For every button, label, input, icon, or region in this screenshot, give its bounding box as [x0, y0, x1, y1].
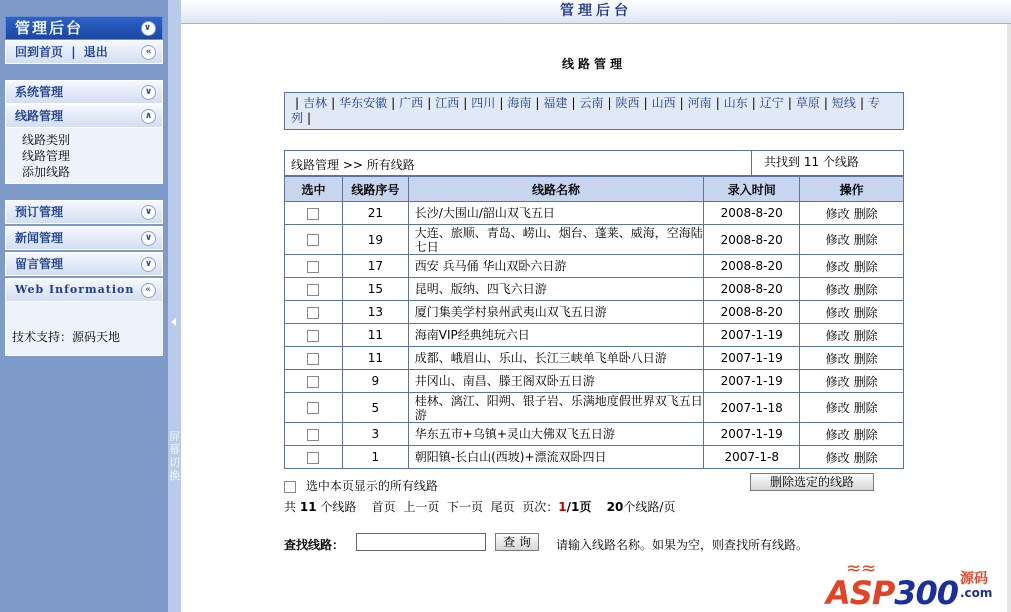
region-link[interactable]: 草原 [795, 96, 820, 110]
row-actions [800, 278, 904, 301]
row-select-cell [285, 202, 343, 225]
page-title: 线路管理 [561, 57, 626, 71]
edit-link[interactable]: 修改 [825, 233, 850, 247]
row-name: 成都、峨眉山、乐山、长江三峡单飞单卧八日游 [408, 347, 703, 370]
row-select-cell [285, 278, 343, 301]
row-select-cell [285, 225, 343, 255]
row-checkbox[interactable] [307, 208, 319, 220]
row-checkbox[interactable] [307, 429, 319, 441]
edit-link[interactable]: 修改 [825, 328, 850, 343]
row-name: 桂林、漓江、阳朔、银子岩、乐满地度假世界双飞五日游 [408, 393, 703, 423]
row-id: 19 [342, 225, 408, 255]
sidebar-group-system[interactable] [5, 80, 163, 104]
table-row [285, 255, 904, 278]
row-select-cell [285, 301, 343, 324]
chevron-down-icon[interactable]: ∨ [141, 231, 156, 246]
pager-unit: 个线路 [320, 500, 357, 514]
edit-link[interactable]: 修改 [825, 259, 850, 274]
table-row [285, 324, 904, 347]
row-date: 2007-1-8 [704, 446, 800, 469]
delete-link[interactable]: 删除 [853, 374, 878, 389]
region-separator: | [823, 96, 828, 110]
row-date: 2007-1-19 [704, 347, 800, 370]
region-filter-bar [284, 92, 904, 130]
edit-link[interactable]: 修改 [825, 351, 850, 366]
logo-small: 源码 [960, 571, 988, 587]
region-link[interactable]: 吉林 [303, 96, 328, 110]
region-link[interactable]: 专列 [291, 96, 880, 125]
pager-total: 11 [299, 500, 317, 514]
chevron-down-icon[interactable]: ∨ [141, 205, 156, 220]
select-all-row [284, 477, 438, 494]
row-id: 11 [342, 347, 408, 370]
delete-link[interactable]: 删除 [853, 450, 878, 465]
breadcrumb-bar [284, 150, 904, 176]
delete-link[interactable]: 删除 [853, 351, 878, 366]
top-bar-title: 管理后台 [560, 3, 632, 19]
region-link[interactable]: 广西 [399, 96, 424, 110]
row-id: 5 [342, 393, 408, 423]
row-select-cell [285, 393, 343, 423]
system-panel [5, 80, 163, 184]
region-separator: | [571, 96, 576, 110]
screen-toggle-bar[interactable] [168, 0, 181, 612]
row-date: 2008-8-20 [704, 255, 800, 278]
chevron-down-icon[interactable]: ∨ [141, 257, 156, 272]
row-select-cell [285, 370, 343, 393]
row-actions [800, 225, 904, 255]
pager-current: 1 [558, 500, 567, 514]
region-link[interactable]: 短线 [831, 96, 856, 110]
delete-link[interactable]: 删除 [853, 259, 878, 274]
region-link[interactable]: 华东安徽 [339, 96, 388, 110]
sidebar [0, 0, 168, 612]
region-link[interactable]: 河南 [687, 96, 712, 110]
row-actions [800, 255, 904, 278]
sidebar-group-label: 线路管理 [15, 109, 64, 123]
row-date: 2008-8-20 [704, 278, 800, 301]
sidebar-group-label: 留言管理 [15, 257, 64, 271]
search-label: 查找线路： [284, 538, 345, 552]
row-name: 长沙/大围山/韶山双飞五日 [408, 202, 703, 225]
region-separator: | [295, 96, 300, 110]
pager-page-label: 页次： [522, 500, 559, 514]
sidebar-item-route-add[interactable]: 添加线路 [22, 165, 71, 179]
sidebar-group-label: Web Information [15, 283, 135, 296]
pager-first[interactable]: 首页 [371, 500, 396, 514]
region-separator: | [859, 96, 864, 110]
delete-link[interactable]: 删除 [853, 427, 878, 442]
logo-text [826, 574, 958, 612]
admin-title-header[interactable] [5, 16, 163, 40]
row-name: 华东五市+乌镇+灵山大佛双飞五日游 [408, 423, 703, 446]
region-link[interactable]: 四川 [471, 96, 496, 110]
region-separator: | [427, 96, 432, 110]
region-separator: | [307, 111, 312, 125]
sidebar-group-label: 新闻管理 [15, 231, 64, 245]
row-checkbox[interactable] [307, 307, 319, 319]
tech-support-text: 技术支持：源码天地 [12, 330, 121, 344]
pager [284, 498, 675, 515]
chevron-down-icon[interactable]: ∨ [141, 85, 156, 100]
scrollbar[interactable] [1007, 24, 1011, 612]
row-id: 1 [342, 446, 408, 469]
delete-link[interactable]: 删除 [853, 328, 878, 343]
row-select-cell [285, 324, 343, 347]
search-input[interactable] [356, 533, 486, 551]
logo-com: .com [960, 586, 993, 600]
edit-link[interactable]: 修改 [825, 401, 850, 415]
delete-link[interactable]: 删除 [853, 305, 878, 320]
table-row [285, 225, 904, 255]
row-actions [800, 370, 904, 393]
region-link[interactable]: 福建 [543, 96, 568, 110]
table-row [285, 370, 904, 393]
region-separator: | [391, 96, 396, 110]
row-checkbox[interactable] [307, 330, 319, 342]
col-name: 线路名称 [408, 177, 703, 202]
sidebar-group-label: 预订管理 [15, 205, 64, 219]
route-submenu [5, 128, 163, 184]
chevron-down-icon[interactable]: ∨ [141, 21, 156, 36]
edit-link[interactable]: 修改 [825, 282, 850, 297]
region-separator: | [643, 96, 648, 110]
other-panels [5, 200, 163, 356]
table-row [285, 278, 904, 301]
delete-link[interactable]: 删除 [853, 401, 878, 415]
region-separator: | [535, 96, 540, 110]
table-row [285, 393, 904, 423]
logo-text-b: 300 [894, 574, 959, 612]
row-actions [800, 393, 904, 423]
delete-link[interactable]: 删除 [853, 282, 878, 297]
row-name: 大连、旅顺、青岛、崂山、烟台、蓬莱、威海，空海陆七日 [408, 225, 703, 255]
edit-link[interactable]: 修改 [825, 427, 850, 442]
table-row [285, 423, 904, 446]
table-header-row [285, 177, 904, 202]
flame-icon: ≈≈ [846, 558, 877, 579]
row-name: 昆明、版纳、四飞六日游 [408, 278, 703, 301]
row-id: 11 [342, 324, 408, 347]
top-bar [181, 0, 1011, 24]
row-actions [800, 423, 904, 446]
row-id: 13 [342, 301, 408, 324]
collapse-arrow-icon[interactable] [171, 318, 176, 326]
row-date: 2007-1-19 [704, 324, 800, 347]
row-date: 2008-8-20 [704, 301, 800, 324]
row-id: 3 [342, 423, 408, 446]
region-link[interactable]: 山东 [723, 96, 748, 110]
table-row [285, 202, 904, 225]
search-button[interactable]: 查 询 [495, 533, 539, 551]
pager-per-page-unit: 个线路/页 [623, 500, 676, 514]
region-link[interactable]: 云南 [579, 96, 604, 110]
region-separator: | [463, 96, 468, 110]
col-select: 选中 [285, 177, 343, 202]
col-id: 线路序号 [342, 177, 408, 202]
row-actions [800, 202, 904, 225]
region-link[interactable]: 陕西 [615, 96, 640, 110]
admin-title: 管理后台 [15, 19, 84, 37]
region-separator: | [751, 96, 756, 110]
site-logo [826, 560, 1001, 610]
edit-link[interactable]: 修改 [825, 374, 850, 389]
row-checkbox[interactable] [307, 353, 319, 365]
row-name: 西安 兵马俑 华山双卧六日游 [408, 255, 703, 278]
edit-link[interactable]: 修改 [825, 206, 850, 221]
chevron-left-icon[interactable]: « [141, 45, 156, 60]
region-link[interactable]: 山西 [651, 96, 676, 110]
found-count: 共找到 11 个线路 [751, 151, 903, 175]
chevron-left-icon[interactable]: « [141, 283, 156, 298]
table-row [285, 301, 904, 324]
chevron-up-icon[interactable]: ∧ [141, 109, 156, 124]
sidebar-group-web-info[interactable] [5, 278, 163, 302]
row-name: 井冈山、南昌、滕王阁双卧五日游 [408, 370, 703, 393]
region-separator: | [715, 96, 720, 110]
logo-text-a: ASP [826, 574, 895, 612]
region-link[interactable]: 辽宁 [759, 96, 784, 110]
row-name: 厦门集美学村泉州武夷山双飞五日游 [408, 301, 703, 324]
region-link[interactable]: 海南 [507, 96, 532, 110]
row-date: 2008-8-20 [704, 202, 800, 225]
row-date: 2007-1-19 [704, 423, 800, 446]
region-separator: | [607, 96, 612, 110]
row-checkbox[interactable] [307, 452, 319, 464]
row-checkbox[interactable] [307, 234, 319, 246]
row-name: 朝阳镇-长白山(西坡)+漂流双卧四日 [408, 446, 703, 469]
search-hint: 请输入线路名称。如果为空，则查找所有线路。 [556, 538, 809, 552]
row-actions [800, 347, 904, 370]
row-checkbox[interactable] [307, 284, 319, 296]
main-content [181, 25, 1007, 612]
routes-table [284, 176, 904, 469]
link-separator: | [71, 45, 76, 59]
edit-link[interactable]: 修改 [825, 450, 850, 465]
region-separator: | [679, 96, 684, 110]
pager-prefix: 共 [284, 500, 297, 514]
region-link[interactable]: 江西 [435, 96, 460, 110]
row-name: 海南VIP经典纯玩六日 [408, 324, 703, 347]
row-id: 17 [342, 255, 408, 278]
table-row [285, 347, 904, 370]
delete-link[interactable]: 删除 [853, 233, 878, 247]
web-info-body [5, 302, 163, 356]
pager-prev[interactable]: 上一页 [403, 500, 440, 514]
col-date: 录入时间 [704, 177, 800, 202]
row-date: 2008-8-20 [704, 225, 800, 255]
row-date: 2007-1-19 [704, 370, 800, 393]
sidebar-group-news[interactable] [5, 226, 163, 250]
row-date: 2007-1-18 [704, 393, 800, 423]
row-actions [800, 446, 904, 469]
home-logout-row [5, 40, 163, 64]
delete-selected-button[interactable]: 删除选定的线路 [750, 473, 874, 491]
pager-next[interactable]: 下一页 [446, 500, 483, 514]
row-checkbox[interactable] [307, 376, 319, 388]
admin-panel [5, 16, 163, 64]
edit-link[interactable]: 修改 [825, 305, 850, 320]
col-actions: 操作 [800, 177, 904, 202]
screen-toggle-text: 屏 幕 切 换 [169, 430, 180, 482]
delete-link[interactable]: 删除 [853, 206, 878, 221]
pager-last[interactable]: 尾页 [490, 500, 515, 514]
region-separator: | [499, 96, 504, 110]
pager-pages: /1页 [566, 500, 592, 514]
row-select-cell [285, 255, 343, 278]
select-all-checkbox[interactable] [284, 481, 296, 493]
sidebar-group-message[interactable] [5, 252, 163, 276]
row-select-cell [285, 423, 343, 446]
row-checkbox[interactable] [307, 261, 319, 273]
sidebar-item-route-category[interactable]: 线路类别 [22, 133, 71, 147]
row-actions [800, 301, 904, 324]
row-checkbox[interactable] [307, 402, 319, 414]
table-row [285, 446, 904, 469]
logout-link[interactable]: 退出 [83, 45, 108, 59]
row-select-cell [285, 446, 343, 469]
row-id: 15 [342, 278, 408, 301]
search-row [284, 533, 884, 553]
sidebar-item-route-manage[interactable]: 线路管理 [22, 149, 71, 163]
sidebar-group-booking[interactable] [5, 200, 163, 224]
row-actions [800, 324, 904, 347]
row-id: 9 [342, 370, 408, 393]
row-id: 21 [342, 202, 408, 225]
region-separator: | [331, 96, 336, 110]
row-select-cell [285, 347, 343, 370]
select-all-label: 选中本页显示的所有线路 [305, 479, 438, 493]
breadcrumb: 线路管理 >> 所有线路 [291, 158, 415, 172]
pager-per-page: 20 [606, 500, 624, 514]
home-link[interactable]: 回到首页 [15, 45, 64, 59]
sidebar-group-label: 系统管理 [15, 85, 64, 99]
sidebar-group-route[interactable] [5, 104, 163, 128]
region-separator: | [787, 96, 792, 110]
